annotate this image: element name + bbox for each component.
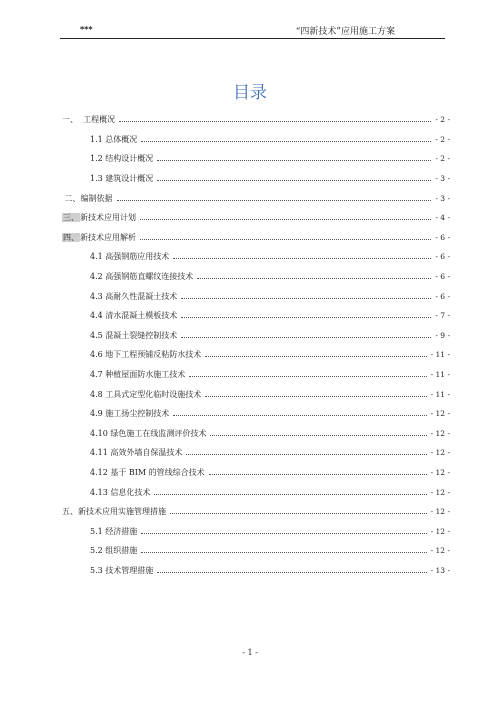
toc-entry[interactable]	[62, 228, 450, 248]
toc-entry-text: 4.9 施工扬尘控制技术	[90, 409, 170, 419]
toc-entry[interactable]	[62, 443, 450, 463]
toc-leader-dots	[154, 494, 426, 495]
toc-entry-text: 5.2 组织措施	[90, 546, 138, 556]
toc-entry[interactable]	[62, 149, 450, 169]
toc-entry-page: - 2 -	[435, 134, 450, 144]
toc-entry-label	[62, 173, 155, 184]
toc-entry-page: - 6 -	[435, 272, 450, 282]
toc-leader-dots	[181, 337, 431, 338]
toc-leader-dots	[197, 278, 431, 279]
toc-entry-page: - 2 -	[435, 115, 450, 125]
toc-entry-number: 三、	[63, 213, 79, 223]
toc-entry-label	[62, 134, 139, 145]
toc-entry[interactable]	[62, 267, 450, 287]
toc-leader-dots	[157, 160, 431, 161]
toc-leader-dots	[141, 141, 431, 142]
toc-entry-page: - 12 -	[430, 546, 450, 556]
toc-entry-label	[62, 271, 195, 282]
toc-entry-text: 5.1 经济措施	[90, 526, 138, 536]
toc-entry-label	[62, 212, 138, 223]
toc-entry-number: 五、	[62, 507, 78, 517]
toc-entry-text: 4.3 高耐久性混凝土技术	[90, 291, 178, 301]
toc-entry-page: - 7 -	[435, 311, 450, 321]
toc-entry-label	[62, 330, 179, 341]
toc-entry-label	[62, 428, 208, 439]
toc-entry-label	[62, 447, 184, 458]
toc-entry-text: 1.1 总体概况	[90, 134, 138, 144]
toc-leader-dots	[140, 219, 431, 220]
toc-entry-text: 4.7 种植屋面防水施工技术	[90, 370, 186, 380]
toc-entry[interactable]	[62, 541, 450, 561]
table-of-contents	[62, 110, 450, 580]
toc-entry-text: 4.2 高强钢筋直螺纹连接技术	[90, 272, 194, 282]
toc-entry-text: 1.2 结构设计概况	[90, 154, 154, 164]
toc-entry[interactable]	[62, 208, 450, 228]
toc-entry-page: - 9 -	[435, 330, 450, 340]
header-left-text: ***	[80, 25, 93, 34]
toc-leader-dots	[117, 200, 432, 201]
toc-entry[interactable]	[62, 326, 450, 346]
toc-leader-dots	[205, 356, 426, 357]
toc-entry-label	[62, 232, 138, 243]
toc-leader-dots	[119, 121, 431, 122]
toc-entry-text: 4.6 地下工程预铺反粘防水技术	[90, 350, 202, 360]
toc-entry-number: 四、	[63, 232, 79, 242]
toc-entry-label	[62, 487, 152, 498]
toc-entry-page: - 4 -	[435, 213, 450, 223]
toc-entry-text: 4.4 清水混凝土模板技术	[90, 311, 178, 321]
toc-entry[interactable]	[62, 110, 450, 130]
page-header	[60, 22, 445, 39]
toc-entry-label	[62, 565, 155, 576]
toc-entry[interactable]	[62, 130, 450, 150]
toc-entry[interactable]	[62, 286, 450, 306]
toc-entry-text: 1.3 建筑设计概况	[90, 174, 154, 184]
toc-entry[interactable]	[62, 561, 450, 581]
toc-entry-page: - 6 -	[435, 291, 450, 301]
toc-entry[interactable]	[62, 521, 450, 541]
header-right-text: “四新技术”应用施工方案	[295, 27, 395, 37]
toc-leader-dots	[189, 376, 426, 377]
toc-leader-dots	[157, 180, 431, 181]
toc-entry-text: 新技术应用解析	[80, 232, 136, 242]
toc-entry[interactable]	[62, 384, 450, 404]
toc-entry-page: - 12 -	[430, 428, 450, 438]
toc-entry-text: 5.3 技术管理措施	[90, 565, 154, 575]
toc-entry-page: - 6 -	[435, 252, 450, 262]
toc-leader-dots	[170, 513, 427, 514]
toc-entry-label	[62, 349, 203, 360]
toc-entry-label	[62, 193, 115, 204]
toc-entry-label	[62, 506, 168, 517]
toc-entry-page: - 6 -	[435, 232, 450, 242]
toc-leader-dots	[181, 298, 431, 299]
toc-entry-text: 新技术应用计划	[80, 213, 136, 223]
toc-entry-text: 4.13 信息化技术	[90, 487, 151, 497]
toc-entry-text: 4.10 绿色施工在线监测评价技术	[90, 428, 207, 438]
toc-entry-page: - 12 -	[430, 467, 450, 477]
toc-entry-page: - 13 -	[430, 565, 450, 575]
toc-entry[interactable]	[62, 424, 450, 444]
toc-entry[interactable]	[62, 502, 450, 522]
toc-entry-text: 4.11 高效外墙自保温技术	[90, 448, 183, 458]
toc-entry-text: 二、编制依据	[62, 193, 113, 203]
toc-entry-label	[62, 467, 207, 478]
toc-leader-dots	[210, 435, 426, 436]
toc-entry-number: 一、	[62, 115, 78, 125]
toc-entry-label	[62, 153, 155, 164]
toc-entry-page: - 11 -	[430, 389, 450, 399]
toc-entry[interactable]	[62, 247, 450, 267]
toc-entry-text: 4.1 高强钢筋应用技术	[90, 252, 170, 262]
toc-entry-label	[62, 114, 117, 125]
toc-entry-label	[62, 310, 179, 321]
toc-entry[interactable]	[62, 345, 450, 365]
toc-leader-dots	[173, 258, 431, 259]
toc-entry-page: - 2 -	[435, 154, 450, 164]
toc-entry[interactable]	[62, 169, 450, 189]
toc-entry-label	[62, 389, 203, 400]
toc-entry-page: - 12 -	[430, 409, 450, 419]
toc-leader-dots	[209, 474, 427, 475]
toc-entry-label	[62, 251, 171, 262]
toc-entry-page: - 3 -	[435, 174, 450, 184]
toc-entry-label	[62, 526, 139, 537]
toc-entry[interactable]	[62, 365, 450, 385]
toc-leader-dots	[141, 552, 426, 553]
toc-leader-dots	[157, 572, 426, 573]
toc-entry[interactable]	[62, 404, 450, 424]
toc-title: 目录	[233, 83, 267, 103]
toc-entry-text: 4.8 工具式定型化临时设施技术	[90, 389, 202, 399]
toc-leader-dots	[141, 533, 426, 534]
toc-leader-dots	[181, 317, 431, 318]
toc-entry-label	[62, 408, 171, 419]
toc-entry[interactable]	[62, 188, 450, 208]
toc-entry-page: - 12 -	[430, 526, 450, 536]
toc-entry-label	[62, 545, 139, 556]
toc-entry-page: - 11 -	[430, 350, 450, 360]
toc-entry-text: 新技术应用实施管理措施	[78, 507, 166, 517]
toc-entry-label	[62, 369, 187, 380]
toc-entry-page: - 3 -	[435, 193, 450, 203]
toc-leader-dots	[186, 454, 426, 455]
page-number: - 1 -	[242, 648, 258, 657]
toc-entry-page: - 12 -	[430, 507, 450, 517]
toc-entry-page: - 12 -	[430, 448, 450, 458]
toc-entry[interactable]	[62, 306, 450, 326]
toc-entry-page: - 12 -	[430, 487, 450, 497]
toc-leader-dots	[173, 415, 426, 416]
toc-leader-dots	[205, 396, 426, 397]
toc-leader-dots	[140, 239, 431, 240]
toc-entry-text: 4.12 基于 BIM 的管线综合技术	[90, 467, 205, 477]
toc-entry-page: - 11 -	[430, 370, 450, 380]
toc-entry[interactable]	[62, 482, 450, 502]
toc-entry-label	[62, 291, 179, 302]
toc-entry-text: 工程概况	[78, 115, 116, 125]
toc-entry[interactable]	[62, 463, 450, 483]
toc-entry-text: 4.5 混凝土裂缝控制技术	[90, 330, 178, 340]
